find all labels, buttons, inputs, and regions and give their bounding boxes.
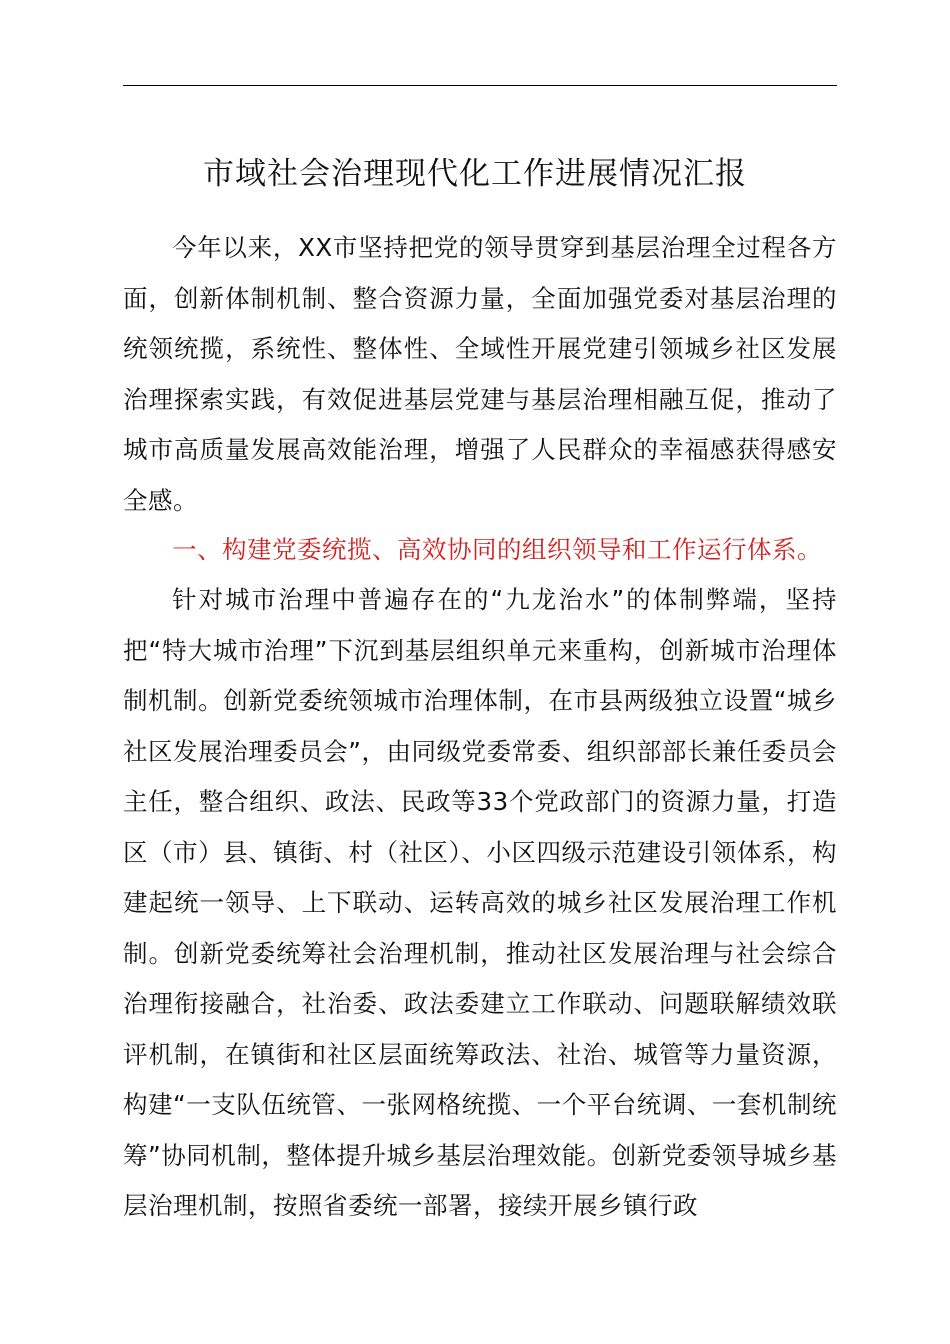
intro-paragraph: 今年以来，XX市坚持把党的领导贯穿到基层治理全过程各方面，创新体制机制、整合资源力量，全面加强党委对基层治理的统领统揽，系统性、整体性、全域性开展党建引领城乡社区发展治理探索实践，有效促进基层党建与基层治理相融互促，推动了城市高质量发展高效能治理，增强了人民群众的幸福感获得感安全感。 — [123, 233, 837, 515]
document-title: 市域社会治理现代化工作进展情况汇报 — [203, 156, 747, 192]
header-rule — [123, 85, 837, 86]
section-heading: 一、构建党委统揽、高效协同的组织领导和工作运行体系。 — [172, 535, 822, 564]
section-body-paragraph: 针对城市治理中普遍存在的“九龙治水”的体制弊端，坚持把“特大城市治理”下沉到基层组织单元来重构，创新城市治理体制机制。创新党委统领城市治理体制，在市县两级独立设置“城乡社区发展治理委员会”，由同级党委常委、组织部部长兼任委员会主任，整合组织、政法、民政等33个党政部门的资源力量，打造区（市）县、镇街、村（社区）、小区四级示范建设引领体系，构建起统一领导、上下联动、运转高效的城乡社区发展治理工作机制。创新党委统筹社会治理机制，推动社区发展治理与社会综合治理衔接融合，社治委、政法委建立工作联动、问题联解绩效联评机制，在镇街和社区层面统筹政法、社治、城管等力量资源，构建“一支队伍统管、一张网格统揽、一个平台统调、一套机制统筹”协同机制，整体提升城乡基层治理效能。创新党委领导城乡基层治理机制，按照省委统一部署，接续开展乡镇行政 — [123, 585, 837, 1220]
